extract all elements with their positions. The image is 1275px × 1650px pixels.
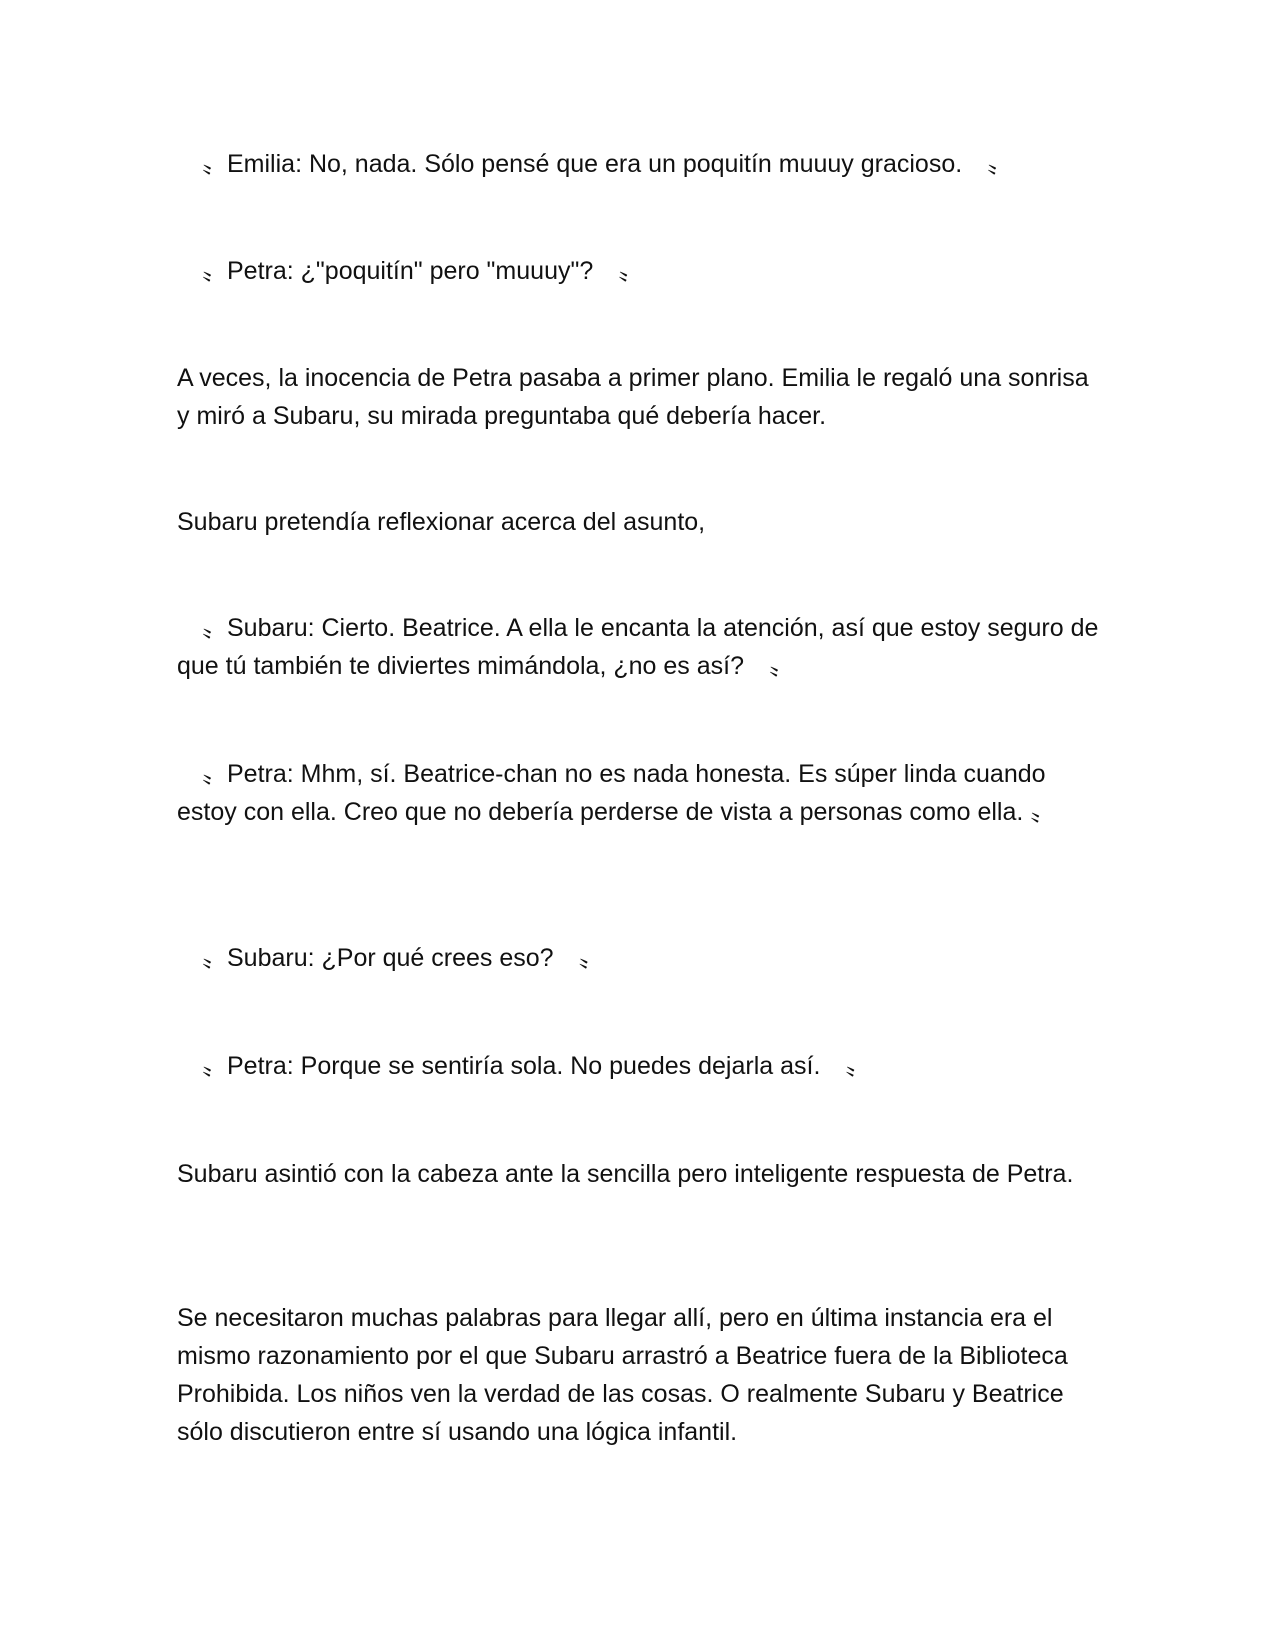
dialogue-petra-1: 〟Petra: ¿"poquitín" pero "muuuy"? 〟 <box>177 257 644 285</box>
dialogue-subaru-1: 〟Subaru: Cierto. Beatrice. A ella le encanta la atención, así que estoy seguro de que tú también te diviertes mimándola, ¿no es así? 〟 <box>177 614 1099 680</box>
narration-paragraph-1: A veces, la inocencia de Petra pasaba a primer plano. Emilia le regaló una sonrisa y miró a Subaru, su mirada preguntaba qué debería hacer. <box>177 364 1089 430</box>
narration-paragraph-4: Se necesitaron muchas palabras para llegar allí, pero en última instancia era el mismo razonamiento por el que Subaru arrastró a Beatrice fuera de la Biblioteca Prohibida. Los niños ven la verdad de las cosas. O realmente Subaru y Beatrice sólo discutieron entre sí usando una lógica infantil. <box>177 1304 1068 1446</box>
narration-paragraph-2: Subaru pretendía reflexionar acerca del asunto, <box>177 508 706 536</box>
dialogue-petra-3: 〟Petra: Porque se sentiría sola. No puedes dejarla así. 〟 <box>177 1052 871 1080</box>
dialogue-petra-2: 〟Petra: Mhm, sí. Beatrice-chan no es nada honesta. Es súper linda cuando estoy con ella. Creo que no debería perderse de vista a personas como ella. 〟 <box>177 760 1056 826</box>
dialogue-emilia-1: 〟Emilia: No, nada. Sólo pensé que era un poquitín muuuy gracioso. 〟 <box>177 150 1013 178</box>
narration-paragraph-3: Subaru asintió con la cabeza ante la sencilla pero inteligente respuesta de Petra. <box>177 1160 1074 1188</box>
dialogue-subaru-2: 〟Subaru: ¿Por qué crees eso? 〟 <box>177 944 604 972</box>
